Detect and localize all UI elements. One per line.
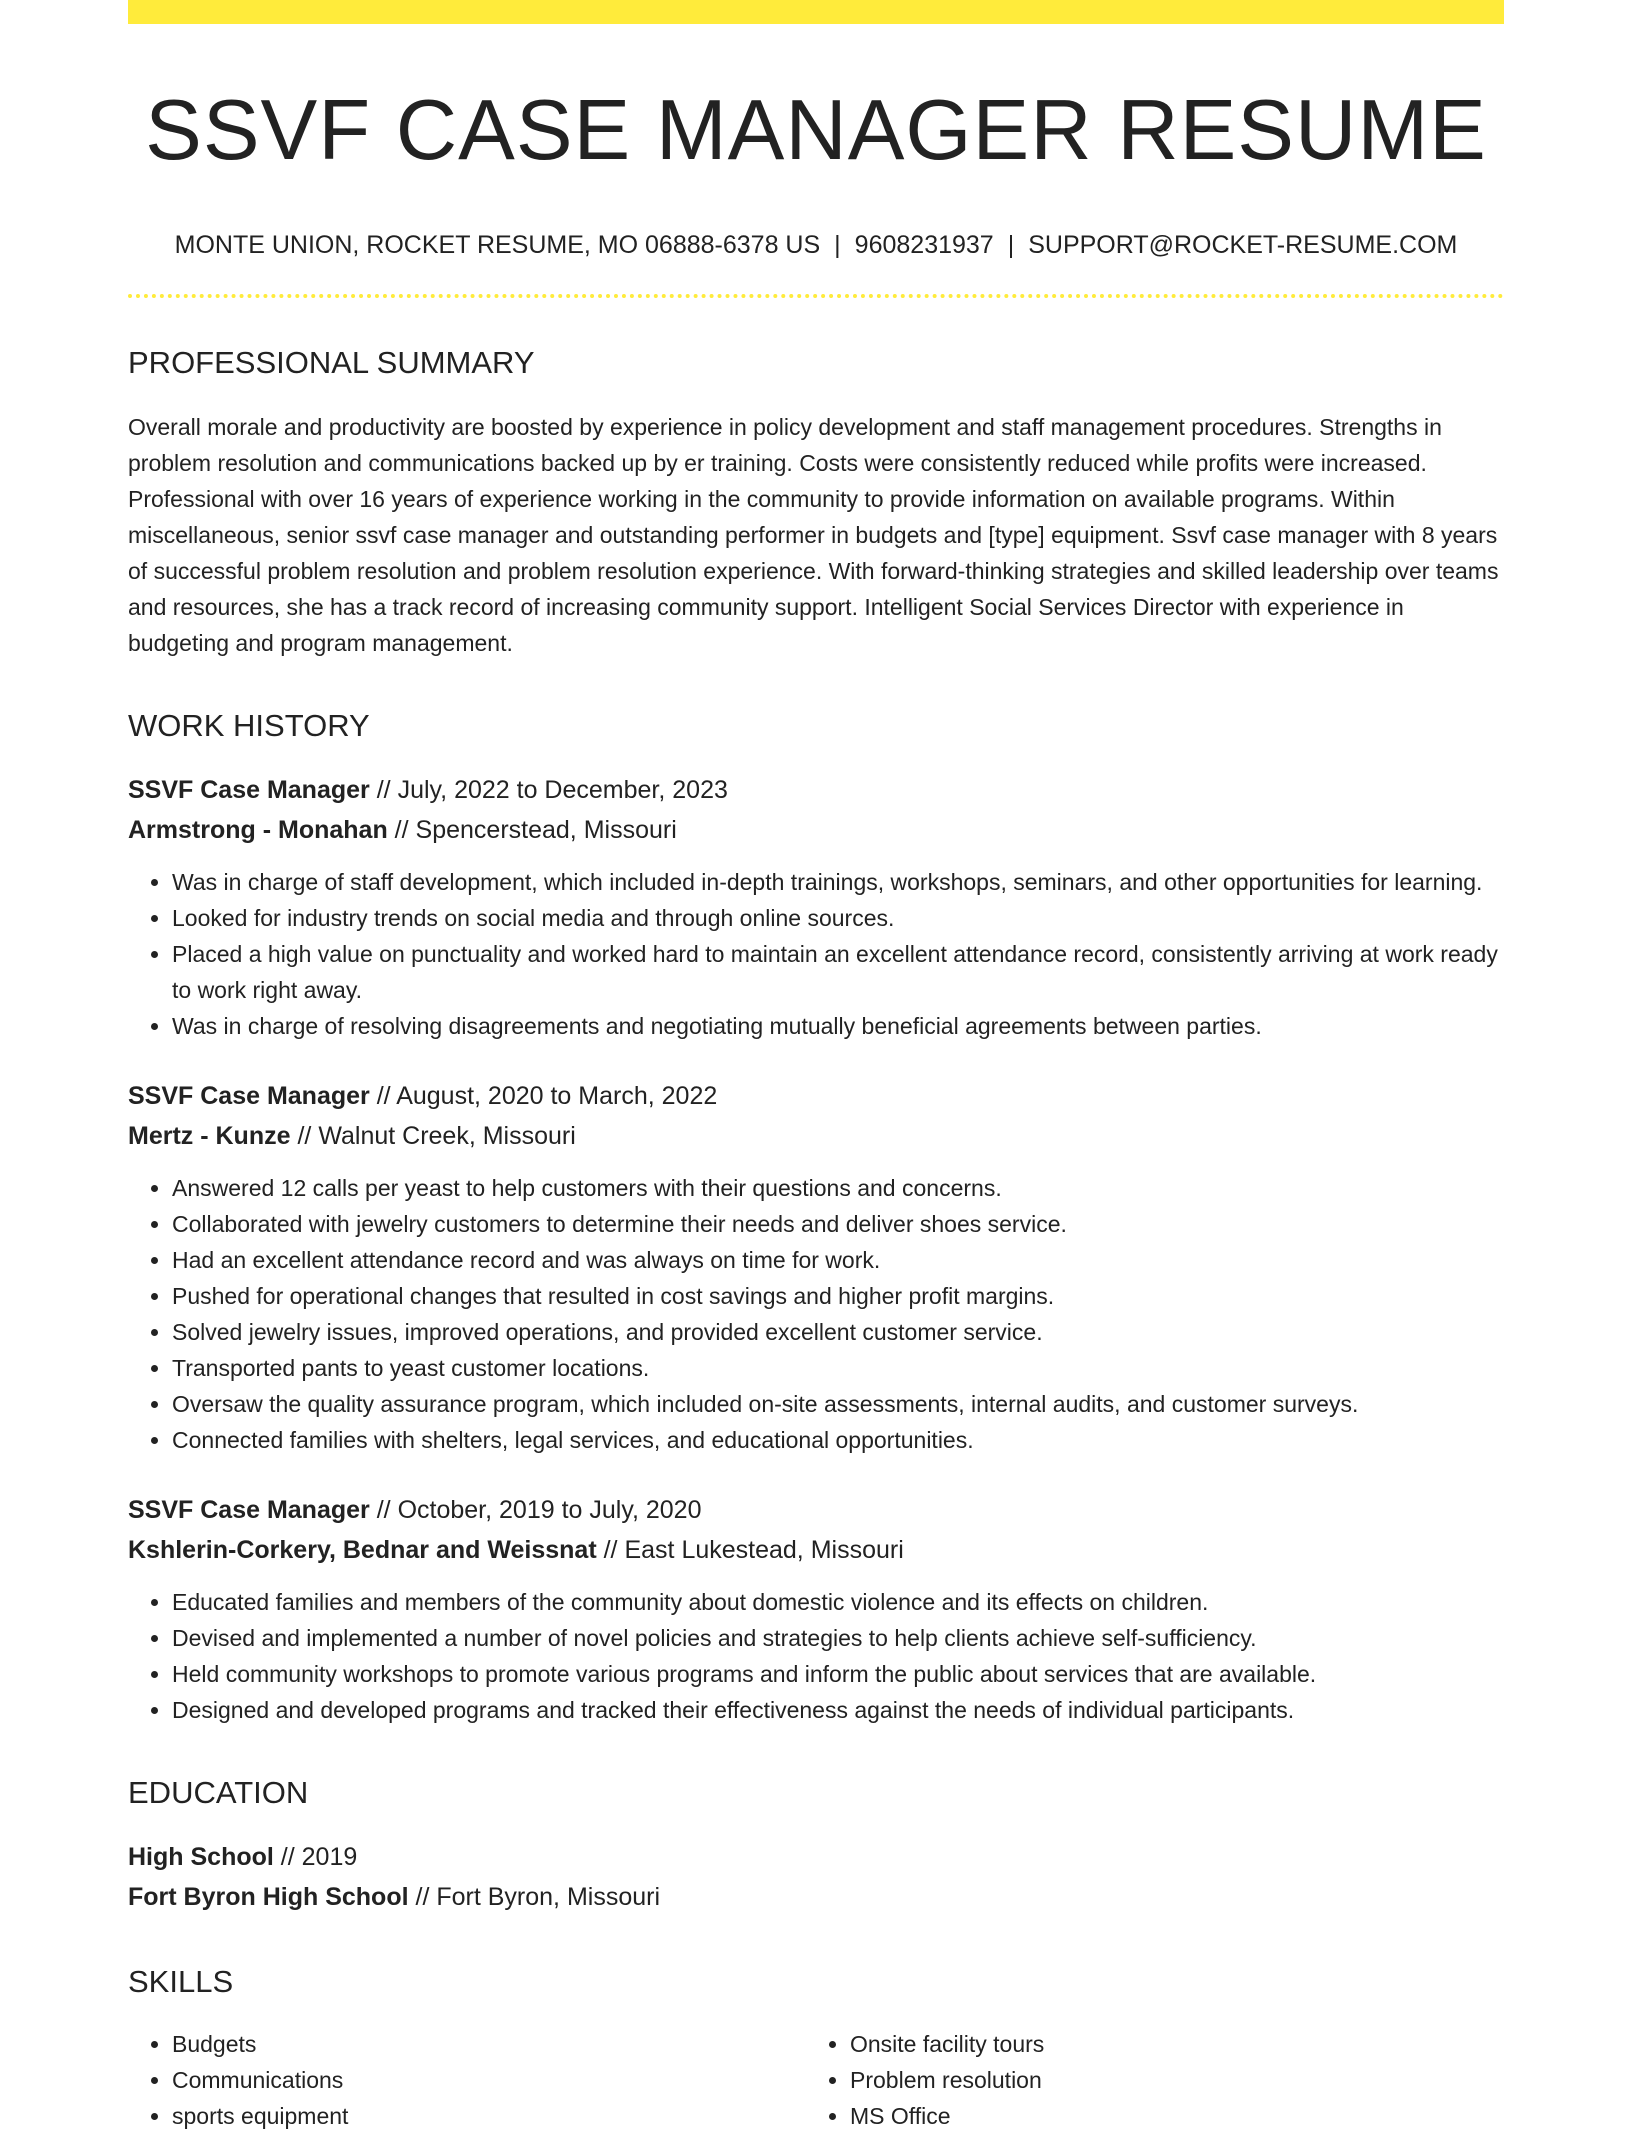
page-title: SSVF CASE MANAGER RESUME — [145, 83, 1487, 178]
education-year: 2019 — [301, 1842, 358, 1871]
list-item: • Answered 12 calls per yeast to help customers with their questions and concerns. — [172, 1170, 1504, 1206]
contact-phone: 9608231937 — [854, 230, 994, 259]
job-title: SSVF Case Manager — [128, 1081, 370, 1110]
job-company-line — [128, 1530, 1504, 1570]
contact-separator: | — [1007, 230, 1015, 259]
job-title-line — [128, 1076, 1504, 1116]
list-item: • Was in charge of staff development, which included in-depth trainings, workshops, seminars, and other opportunities for learning. — [172, 864, 1504, 900]
list-item: • Designed and developed programs and tracked their effectiveness against the needs of individual participants. — [172, 1692, 1504, 1728]
accent-top-bar — [128, 0, 1504, 24]
job-dates: October, 2019 to July, 2020 — [397, 1495, 702, 1524]
separator: // — [394, 815, 409, 844]
contact-separator: | — [834, 230, 841, 259]
job-bullets — [128, 864, 1504, 1044]
job-title: SSVF Case Manager — [128, 1495, 370, 1524]
work-history-heading: WORK HISTORY — [128, 707, 370, 743]
job-title: SSVF Case Manager — [128, 775, 370, 804]
list-item: • Connected families with shelters, legal services, and educational opportunities. — [172, 1422, 1504, 1458]
contact-email: SUPPORT@ROCKET-RESUME.COM — [1028, 230, 1458, 259]
summary-heading: PROFESSIONAL SUMMARY — [128, 344, 535, 380]
job-company: Kshlerin-Corkery, Bednar and Weissnat — [128, 1535, 597, 1564]
summary-text: Overall morale and productivity are boosted by experience in policy development and staff management procedures. Strengths in problem resolution and communications backed up by er training. Costs were consistently reduced while profits were increased. Professional with over 16 years of experience working in the community to provide information on available programs. Within miscellaneous, senior ssvf case manager and outstanding performer in budgets and [type] equipment. Ssvf case manager with 8 years of successful problem resolution and problem resolution experience. With forward-thinking strategies and skilled leadership over teams and resources, she has a track record of increasing community support. Intelligent Social Services Director with experience in budgeting and program management. — [128, 413, 1499, 656]
resume-page — [128, 0, 1504, 2134]
education-school-line — [128, 1877, 1504, 1917]
separator: // — [280, 1842, 295, 1871]
job-dates: August, 2020 to March, 2022 — [396, 1081, 718, 1110]
job-dates: July, 2022 to December, 2023 — [397, 775, 728, 804]
job-location: Spencerstead, Missouri — [415, 815, 677, 844]
list-item: • Looked for industry trends on social media and through online sources. — [172, 900, 1504, 936]
job-company: Armstrong - Monahan — [128, 815, 388, 844]
separator: // — [376, 1081, 391, 1110]
education-heading: EDUCATION — [128, 1774, 309, 1810]
list-item: • Placed a high value on punctuality and worked hard to maintain an excellent attendance record, consistently arriving at work ready to work right away. — [172, 936, 1504, 1008]
list-item: • Solved jewelry issues, improved operations, and provided excellent customer service. — [172, 1314, 1504, 1350]
separator: // — [603, 1535, 618, 1564]
skill-item: • Budgets — [172, 2026, 806, 2062]
job-entry — [128, 770, 1504, 1044]
skill-item: • Onsite facility tours — [850, 2026, 1484, 2062]
list-item: • Held community workshops to promote various programs and inform the public about services that are available. — [172, 1656, 1504, 1692]
list-item: • Educated families and members of the community about domestic violence and its effects on children. — [172, 1584, 1504, 1620]
education-degree-line — [128, 1837, 1504, 1877]
education-degree: High School — [128, 1842, 274, 1871]
list-item: • Oversaw the quality assurance program, which included on-site assessments, internal audits, and customer surveys. — [172, 1386, 1504, 1422]
separator: // — [415, 1882, 430, 1911]
education-entry — [128, 1837, 1504, 1917]
skill-item: • Communications — [172, 2062, 806, 2098]
job-entry — [128, 1490, 1504, 1728]
contact-address: MONTE UNION, ROCKET RESUME, MO 06888-6378 US — [174, 230, 821, 259]
job-location: East Lukestead, Missouri — [624, 1535, 904, 1564]
list-item: • Devised and implemented a number of novel policies and strategies to help clients achieve self-sufficiency. — [172, 1620, 1504, 1656]
dotted-divider — [128, 294, 1504, 298]
list-item: • Was in charge of resolving disagreements and negotiating mutually beneficial agreements between parties. — [172, 1008, 1504, 1044]
skills-column-right — [806, 2026, 1484, 2134]
education-location: Fort Byron, Missouri — [436, 1882, 661, 1911]
job-title-line — [128, 770, 1504, 810]
list-item: • Pushed for operational changes that resulted in cost savings and higher profit margins. — [172, 1278, 1504, 1314]
job-title-line — [128, 1490, 1504, 1530]
skill-item: • sports equipment — [172, 2098, 806, 2134]
separator: // — [376, 1495, 391, 1524]
job-bullets — [128, 1584, 1504, 1728]
separator: // — [297, 1121, 312, 1150]
skills-heading: SKILLS — [128, 1963, 234, 1999]
list-item: • Transported pants to yeast customer locations. — [172, 1350, 1504, 1386]
skills-list — [128, 2026, 1504, 2134]
job-location: Walnut Creek, Missouri — [318, 1121, 576, 1150]
job-company: Mertz - Kunze — [128, 1121, 291, 1150]
job-company-line — [128, 810, 1504, 850]
list-item: • Collaborated with jewelry customers to determine their needs and deliver shoes service. — [172, 1206, 1504, 1242]
education-school: Fort Byron High School — [128, 1882, 409, 1911]
skill-item: • Problem resolution — [850, 2062, 1484, 2098]
job-company-line — [128, 1116, 1504, 1156]
list-item: • Had an excellent attendance record and was always on time for work. — [172, 1242, 1504, 1278]
job-bullets — [128, 1170, 1504, 1458]
skills-column-left — [128, 2026, 806, 2134]
job-entry — [128, 1076, 1504, 1458]
contact-line — [128, 230, 1504, 260]
separator: // — [376, 775, 391, 804]
skill-item: • MS Office — [850, 2098, 1484, 2134]
